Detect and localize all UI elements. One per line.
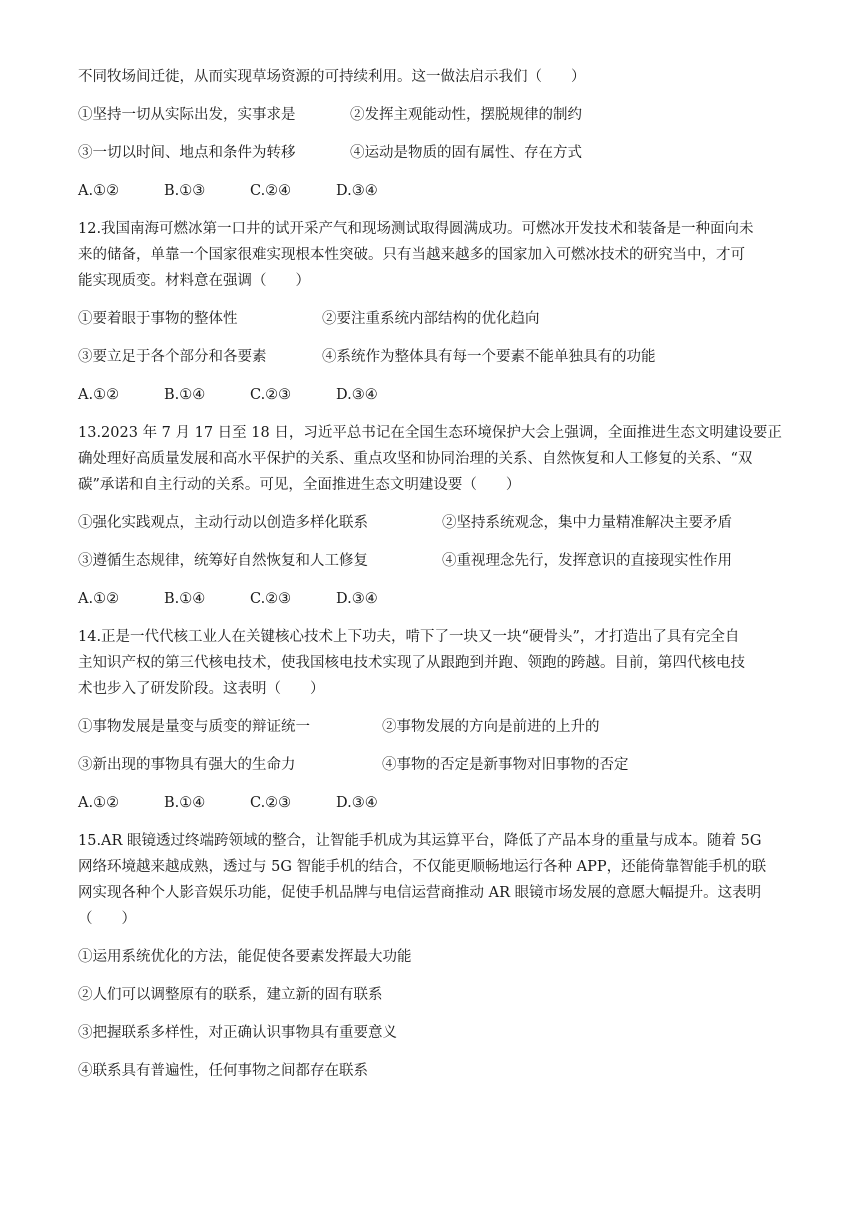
option-1: ①强化实践观点，主动行动以创造多样化联系 (78, 515, 368, 531)
choice-d: D.③④ (336, 591, 378, 607)
options-row (78, 714, 798, 740)
choice-c: C.②③ (250, 795, 292, 811)
choice-a: A.①② (78, 795, 120, 811)
option-2: ②事物发展的方向是前进的上升的 (382, 719, 600, 735)
option-3: ③要立足于各个部分和各要素 (78, 349, 267, 365)
options-row (78, 140, 798, 166)
option-1: ①坚持一切从实际出发，实事求是 (78, 107, 296, 123)
option-4: ④重视理念先行，发挥意识的直接现实性作用 (442, 553, 732, 569)
option-2: ②人们可以调整原有的联系，建立新的固有联系 (78, 987, 383, 1003)
options-row (78, 102, 798, 128)
option-4: ④系统作为整体具有每一个要素不能单独具有的功能 (322, 349, 656, 365)
option-1: ①要着眼于事物的整体性 (78, 311, 238, 327)
option-3: ③遵循生态规律，统筹好自然恢复和人工修复 (78, 553, 368, 569)
question-12-stem (78, 216, 798, 294)
stem-line: 能实现质变。材料意在强调（ ） (78, 273, 310, 289)
option-4: ④运动是物质的固有属性、存在方式 (350, 145, 582, 161)
stem-line: 14.正是一代代核工业人在关键核心技术上下功夫，啃下了一块又一块“硬骨头”，才打造出了具有完全自 (78, 629, 740, 645)
choice-d: D.③④ (336, 183, 378, 199)
choice-a: A.①② (78, 591, 120, 607)
stem-line: 15.AR 眼镜透过终端跨领域的整合，让智能手机成为其运算平台，降低了产品本身的重量与成本。随着 5G (78, 833, 762, 849)
option-4: ④事物的否定是新事物对旧事物的否定 (382, 757, 629, 773)
choice-b: B.①④ (164, 795, 206, 811)
stem-line: 不同牧场间迁徙，从而实现草场资源的可持续利用。这一做法启示我们（ ） (78, 69, 586, 85)
option-2: ②坚持系统观念，集中力量精准解决主要矛盾 (442, 515, 732, 531)
choice-c: C.②③ (250, 387, 292, 403)
option-3: ③把握联系多样性，对正确认识事物具有重要意义 (78, 1025, 397, 1041)
choice-b: B.①④ (164, 591, 206, 607)
choice-b: B.①④ (164, 387, 206, 403)
option-2: ②要注重系统内部结构的优化趋向 (322, 311, 540, 327)
choice-d: D.③④ (336, 387, 378, 403)
choice-a: A.①② (78, 387, 120, 403)
question-11-stem (78, 64, 798, 90)
option-3: ③新出现的事物具有强大的生命力 (78, 757, 296, 773)
stem-line: 网络环境越来越成熟，透过与 5G 智能手机的结合，不仅能更顺畅地运行各种 APP，还能倚靠智能手机的联 (78, 859, 767, 875)
options-row (78, 548, 798, 574)
stem-line: （ ） (78, 911, 136, 927)
answer-choices (78, 790, 798, 816)
options-row (78, 344, 798, 370)
option-4: ④联系具有普遍性，任何事物之间都存在联系 (78, 1063, 368, 1079)
stem-line: 术也步入了研发阶段。这表明（ ） (78, 681, 325, 697)
question-15-stem (78, 828, 798, 932)
answer-choices (78, 586, 798, 612)
stem-line: 主知识产权的第三代核电技术，使我国核电技术实现了从跟跑到并跑、领跑的跨越。目前，第四代核电技 (78, 655, 745, 671)
option-1: ①事物发展是量变与质变的辩证统一 (78, 719, 310, 735)
stem-line: 网实现各种个人影音娱乐功能，促使手机品牌与电信运营商推动 AR 眼镜市场发展的意愿大幅提升。这表明 (78, 885, 762, 901)
stem-line: 13.2023 年 7 月 17 日至 18 日，习近平总书记在全国生态环境保护大会上强调，全面推进生态文明建设要正 (78, 425, 782, 441)
stem-line: 12.我国南海可燃冰第一口井的试开采产气和现场测试取得圆满成功。可燃冰开发技术和装备是一种面向未 (78, 221, 754, 237)
option-2: ②发挥主观能动性，摆脱规律的制约 (350, 107, 582, 123)
option-3: ③一切以时间、地点和条件为转移 (78, 145, 296, 161)
stem-line: 来的储备，单靠一个国家很难实现根本性突破。只有当越来越多的国家加入可燃冰技术的研究当中，才可 (78, 247, 745, 263)
choice-c: C.②③ (250, 591, 292, 607)
option-1: ①运用系统优化的方法，能促使各要素发挥最大功能 (78, 949, 412, 965)
stem-line: 碳”承诺和自主行动的关系。可见，全面推进生态文明建设要（ ） (78, 477, 521, 493)
question-14-stem (78, 624, 798, 702)
options-row (78, 306, 798, 332)
options-row (78, 510, 798, 536)
question-13-stem (78, 420, 798, 498)
choice-d: D.③④ (336, 795, 378, 811)
choice-a: A.①② (78, 183, 120, 199)
exam-page (78, 64, 798, 1096)
options-row (78, 752, 798, 778)
answer-choices (78, 178, 798, 204)
answer-choices (78, 382, 798, 408)
stem-line: 确处理好高质量发展和高水平保护的关系、重点攻坚和协同治理的关系、自然恢复和人工修复的关系、“双 (78, 451, 753, 467)
choice-c: C.②④ (250, 183, 292, 199)
choice-b: B.①③ (164, 183, 206, 199)
